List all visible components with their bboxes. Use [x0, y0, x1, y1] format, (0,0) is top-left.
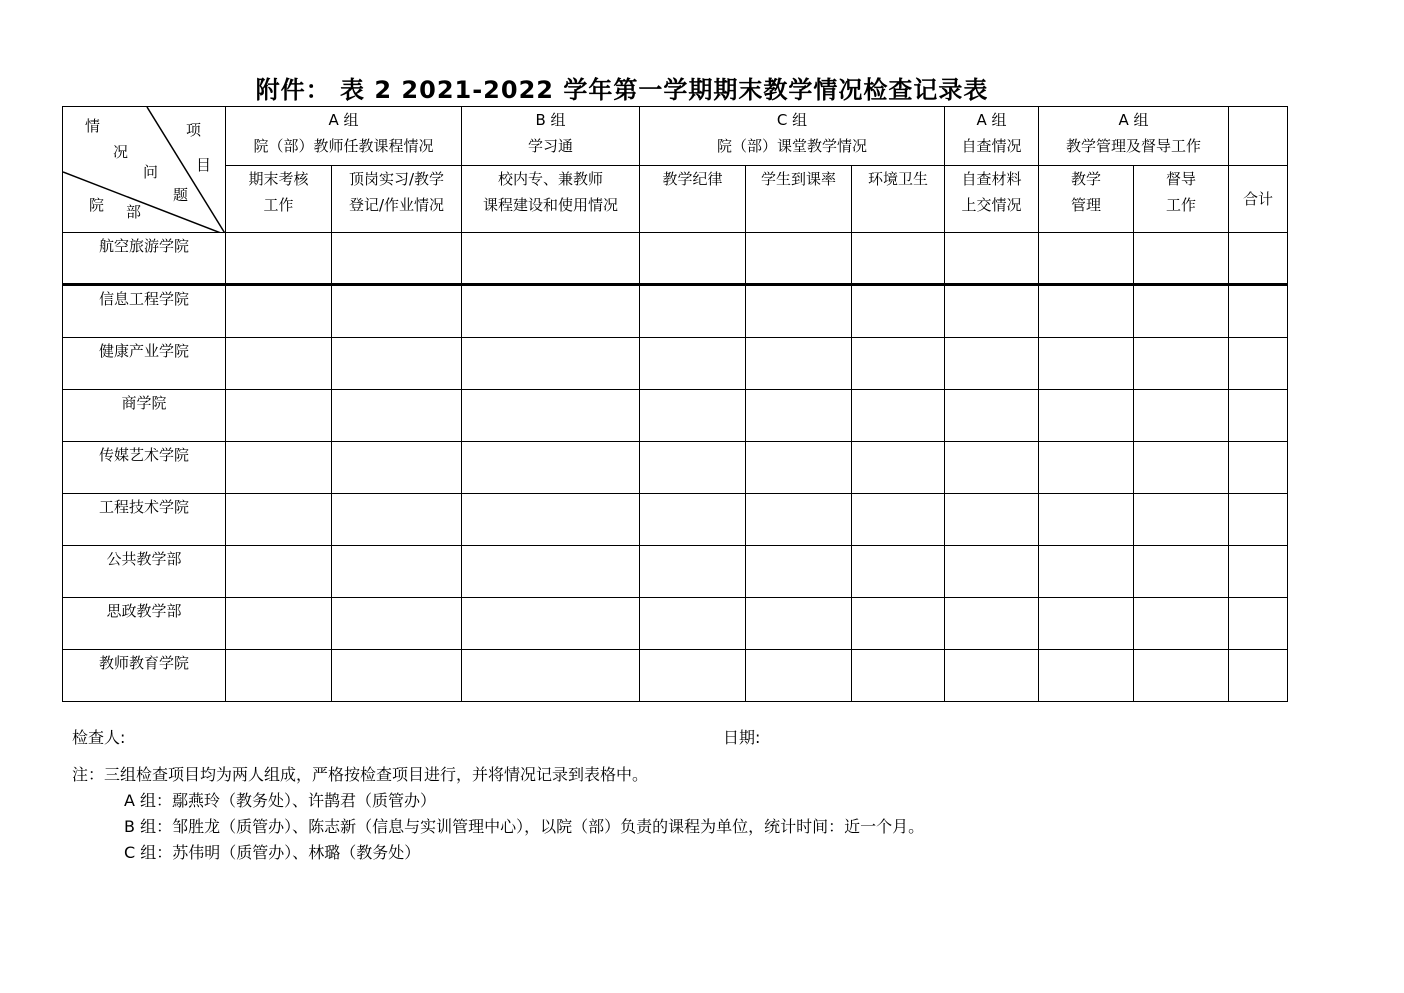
- group-header-a-management: A 组 教学管理及督导工作: [1039, 107, 1229, 166]
- table-cell[interactable]: [462, 285, 640, 338]
- table-row: [63, 598, 1288, 650]
- table-cell[interactable]: [1039, 546, 1134, 598]
- table-row: [63, 285, 1288, 338]
- table-cell[interactable]: [852, 233, 945, 285]
- table-cell[interactable]: [852, 390, 945, 442]
- table-cell[interactable]: [332, 546, 462, 598]
- table-cell[interactable]: [1039, 442, 1134, 494]
- table-cell[interactable]: [462, 598, 640, 650]
- table-cell[interactable]: [1039, 650, 1134, 702]
- note-line-group-b: B 组：邹胜龙（质管办）、陈志新（信息与实训管理中心），以院（部）负责的课程为单位，统计时间：近一个月。: [124, 817, 925, 836]
- note-line-main: 注：三组检查项目均为两人组成，严格按检查项目进行，并将情况记录到表格中。: [72, 765, 649, 784]
- table-cell[interactable]: [852, 494, 945, 546]
- table-cell[interactable]: [332, 233, 462, 285]
- table-cell[interactable]: [640, 338, 746, 390]
- table-cell[interactable]: [746, 650, 852, 702]
- table-cell[interactable]: [226, 233, 332, 285]
- row-label: 思政教学部: [63, 598, 226, 650]
- table-cell[interactable]: [945, 233, 1039, 285]
- table-cell[interactable]: [852, 285, 945, 338]
- blank-header-cell: [1229, 107, 1288, 166]
- table-cell[interactable]: [226, 598, 332, 650]
- table-cell[interactable]: [640, 546, 746, 598]
- table-cell[interactable]: [226, 285, 332, 338]
- subheader-cell: 校内专、兼教师 课程建设和使用情况: [462, 166, 640, 233]
- table-row: [63, 233, 1288, 285]
- table-cell[interactable]: [746, 338, 852, 390]
- row-label: 工程技术学院: [63, 494, 226, 546]
- table-cell[interactable]: [746, 390, 852, 442]
- table-cell[interactable]: [852, 338, 945, 390]
- table-cell[interactable]: [1229, 494, 1288, 546]
- table-cell[interactable]: [1134, 233, 1229, 285]
- table-cell[interactable]: [945, 390, 1039, 442]
- table-cell[interactable]: [1134, 546, 1229, 598]
- row-label: 传媒艺术学院: [63, 442, 226, 494]
- table-cell[interactable]: [640, 285, 746, 338]
- table-cell[interactable]: [1039, 233, 1134, 285]
- subheader-cell: 督导 工作: [1134, 166, 1229, 233]
- group-header-b-xuexitong: B 组 学习通: [462, 107, 640, 166]
- table-cell[interactable]: [746, 442, 852, 494]
- table-cell[interactable]: [1229, 598, 1288, 650]
- table-cell[interactable]: [462, 494, 640, 546]
- corner-label-ti: 题: [173, 186, 189, 204]
- subheader-cell: 环境卫生: [852, 166, 945, 233]
- table-cell[interactable]: [640, 598, 746, 650]
- table-cell[interactable]: [332, 338, 462, 390]
- table-cell[interactable]: [852, 598, 945, 650]
- corner-label-mu: 目: [196, 156, 212, 174]
- data-rows: [63, 233, 1288, 702]
- table-cell[interactable]: [746, 285, 852, 338]
- corner-label-bu: 部: [126, 203, 142, 221]
- table-cell[interactable]: [640, 233, 746, 285]
- row-label: 健康产业学院: [63, 338, 226, 390]
- group-header-a-courses: A 组 院（部）教师任教课程情况: [226, 107, 462, 166]
- table-cell[interactable]: [226, 442, 332, 494]
- table-cell[interactable]: [1134, 442, 1229, 494]
- corner-label-qing: 情: [85, 117, 101, 135]
- date-label: 日期:: [723, 728, 761, 747]
- group-header-c-classroom: C 组 院（部）课堂教学情况: [640, 107, 945, 166]
- table-cell[interactable]: [462, 650, 640, 702]
- table-row: [63, 390, 1288, 442]
- subheader-cell: 顶岗实习/教学 登记/作业情况: [332, 166, 462, 233]
- table-cell[interactable]: [1229, 442, 1288, 494]
- subheader-cell: 学生到课率: [746, 166, 852, 233]
- group-header-a-selfcheck: A 组 自查情况: [945, 107, 1039, 166]
- table-cell[interactable]: [1039, 390, 1134, 442]
- table-cell[interactable]: [332, 494, 462, 546]
- table-cell[interactable]: [226, 390, 332, 442]
- table-cell[interactable]: [332, 650, 462, 702]
- inspection-record-table: [62, 106, 1288, 702]
- diagonal-header-cell: [63, 107, 226, 233]
- table-cell[interactable]: [945, 494, 1039, 546]
- table-row: [63, 546, 1288, 598]
- table-cell[interactable]: [1134, 650, 1229, 702]
- table-cell[interactable]: [462, 390, 640, 442]
- table-cell[interactable]: [1229, 546, 1288, 598]
- table-cell[interactable]: [640, 650, 746, 702]
- table-cell[interactable]: [462, 442, 640, 494]
- table-cell[interactable]: [226, 546, 332, 598]
- table-cell[interactable]: [1134, 390, 1229, 442]
- row-label: 公共教学部: [63, 546, 226, 598]
- table-cell[interactable]: [462, 546, 640, 598]
- table-cell[interactable]: [746, 546, 852, 598]
- subheader-cell: 自查材料 上交情况: [945, 166, 1039, 233]
- table-cell[interactable]: [852, 442, 945, 494]
- subheader-cell: 教学 管理: [1039, 166, 1134, 233]
- table-cell[interactable]: [1229, 390, 1288, 442]
- row-label: 信息工程学院: [63, 285, 226, 338]
- table-cell[interactable]: [945, 650, 1039, 702]
- table-cell[interactable]: [1134, 338, 1229, 390]
- table-cell[interactable]: [1039, 598, 1134, 650]
- table-cell[interactable]: [1039, 338, 1134, 390]
- total-header: 合计: [1229, 166, 1288, 233]
- table-cell[interactable]: [1134, 598, 1229, 650]
- table-cell[interactable]: [945, 442, 1039, 494]
- table-row: [63, 494, 1288, 546]
- table-cell[interactable]: [746, 598, 852, 650]
- corner-label-kuang: 况: [113, 143, 129, 161]
- corner-label-yuan: 院: [89, 196, 105, 214]
- table-row: [63, 442, 1288, 494]
- table-cell[interactable]: [852, 546, 945, 598]
- table-cell[interactable]: [226, 494, 332, 546]
- table-cell[interactable]: [332, 390, 462, 442]
- table-cell[interactable]: [640, 442, 746, 494]
- table-cell[interactable]: [1039, 494, 1134, 546]
- table-cell[interactable]: [1229, 233, 1288, 285]
- table-cell[interactable]: [1134, 494, 1229, 546]
- table-cell[interactable]: [945, 338, 1039, 390]
- table-cell[interactable]: [640, 494, 746, 546]
- table-cell[interactable]: [852, 650, 945, 702]
- table-row: [63, 650, 1288, 702]
- corner-label-xiang: 项: [186, 121, 202, 139]
- table-cell[interactable]: [332, 285, 462, 338]
- table-cell[interactable]: [945, 285, 1039, 338]
- table-cell[interactable]: [226, 338, 332, 390]
- table-cell[interactable]: [226, 650, 332, 702]
- corner-label-wen: 问: [143, 163, 159, 181]
- table-cell[interactable]: [1134, 285, 1229, 338]
- table-cell[interactable]: [1229, 338, 1288, 390]
- table-cell[interactable]: [332, 598, 462, 650]
- note-line-group-c: C 组：苏伟明（质管办）、林璐（教务处）: [124, 843, 421, 862]
- subheader-cell: 期末考核 工作: [226, 166, 332, 233]
- table-cell[interactable]: [945, 598, 1039, 650]
- table-cell[interactable]: [640, 390, 746, 442]
- table-row: [63, 338, 1288, 390]
- table-cell[interactable]: [945, 546, 1039, 598]
- table-cell[interactable]: [746, 233, 852, 285]
- table-cell[interactable]: [746, 494, 852, 546]
- row-label: 航空旅游学院: [63, 233, 226, 285]
- note-line-group-a: A 组：鄢燕玲（教务处）、许鹊君（质管办）: [124, 791, 437, 810]
- page-title: 附件： 表 2 2021-2022 学年第一学期期末教学情况检查记录表: [255, 76, 989, 104]
- table-cell[interactable]: [332, 442, 462, 494]
- table-cell[interactable]: [1229, 285, 1288, 338]
- table-cell[interactable]: [462, 338, 640, 390]
- table-cell[interactable]: [1039, 285, 1134, 338]
- row-label: 商学院: [63, 390, 226, 442]
- subheader-cell: 教学纪律: [640, 166, 746, 233]
- inspector-label: 检查人:: [72, 728, 126, 747]
- row-label: 教师教育学院: [63, 650, 226, 702]
- table-cell[interactable]: [462, 233, 640, 285]
- table-cell[interactable]: [1229, 650, 1288, 702]
